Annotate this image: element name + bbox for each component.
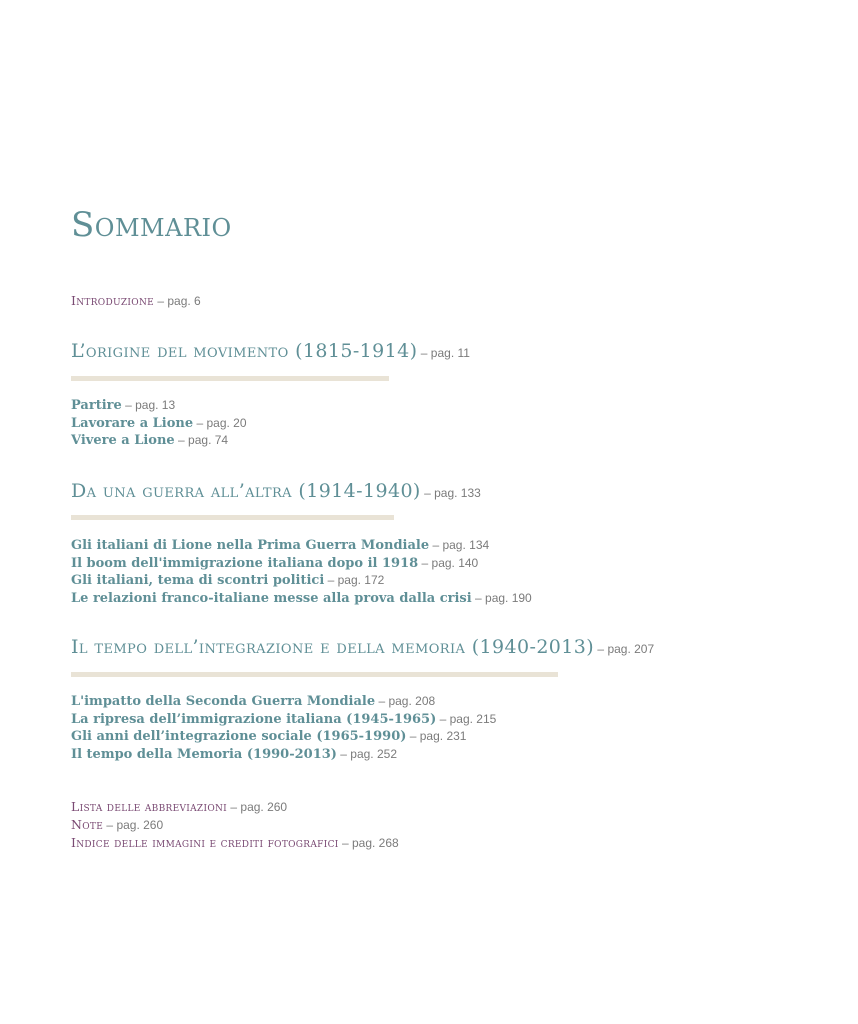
toc-chapter[interactable]: Il tempo della Memoria (1990-2013) – pag. 252	[71, 746, 397, 762]
chapter-title: Vivere a Lione	[71, 433, 175, 448]
chapter-page: pag. 172	[337, 573, 385, 587]
chapter-title: Il boom dell'immigrazione italiana dopo il 1918	[71, 555, 419, 571]
chapter-page: pag. 252	[350, 746, 397, 761]
toc-chapter[interactable]: Gli anni dell’integrazione sociale (1965-1990) – pag. 231	[71, 729, 467, 744]
toc-chapter[interactable]: Partire – pag. 13	[71, 398, 176, 413]
entry-label: Lista delle abbreviazioni	[71, 799, 228, 814]
page-title: Sommario	[71, 205, 232, 245]
part-page: pag. 207	[607, 642, 655, 656]
chapter-title: Le relazioni franco-italiane messe alla prova dalla crisi	[71, 590, 472, 606]
toc-entry-introduction[interactable]: Introduzione – pag. 6	[71, 293, 201, 308]
entry-label: Introduzione	[71, 293, 155, 308]
toc-entry-abbreviations[interactable]: Lista delle abbreviazioni – pag. 260	[71, 799, 288, 814]
chapter-page: pag. 215	[449, 711, 497, 726]
toc-chapter[interactable]: Le relazioni franco-italiane messe alla prova dalla crisi – pag. 190	[71, 590, 532, 606]
toc-part-1[interactable]: L’origine del movimento (1815-1914) – pag. 11	[71, 340, 470, 362]
toc-part-2[interactable]: Da una guerra all’altra (1914-1940) – pag. 133	[71, 480, 481, 502]
toc-chapter[interactable]: Vivere a Lione – pag. 74	[71, 433, 229, 448]
toc-chapter[interactable]: Gli italiani, tema di scontri politici – pag. 172	[71, 573, 385, 588]
toc-chapter[interactable]: La ripresa dell’immigrazione italiana (1945-1965) – pag. 215	[71, 711, 497, 727]
part-title: Il tempo dell’integrazione e della memoria (1940-2013)	[71, 636, 595, 658]
toc-chapter[interactable]: Il boom dell'immigrazione italiana dopo il 1918 – pag. 140	[71, 555, 479, 571]
chapter-page: pag. 140	[431, 555, 479, 570]
toc-chapter[interactable]: L'impatto della Seconda Guerra Mondiale – pag. 208	[71, 694, 436, 709]
toc-entry-image-index[interactable]: Indice delle immagini e crediti fotografici – pag. 268	[71, 835, 399, 850]
toc-chapter[interactable]: Lavorare a Lione – pag. 20	[71, 415, 247, 431]
chapter-title: Partire	[71, 398, 122, 413]
part-page: pag. 133	[434, 486, 481, 500]
chapter-page: pag. 13	[135, 398, 176, 412]
toc-part-3[interactable]: Il tempo dell’integrazione e della memoria (1940-2013) – pag. 207	[71, 636, 655, 658]
part-divider	[71, 515, 394, 520]
chapter-page: pag. 20	[206, 415, 247, 430]
part-divider	[71, 376, 389, 381]
part-divider	[71, 672, 558, 677]
chapter-title: Lavorare a Lione	[71, 415, 194, 431]
chapter-title: Il tempo della Memoria (1990-2013)	[71, 746, 337, 762]
part-title: L’origine del movimento (1815-1914)	[71, 340, 418, 362]
toc-entry-notes[interactable]: Note – pag. 260	[71, 817, 164, 832]
toc-chapter[interactable]: Gli italiani di Lione nella Prima Guerra Mondiale – pag. 134	[71, 538, 490, 553]
entry-label: Note	[71, 817, 104, 832]
chapter-title: L'impatto della Seconda Guerra Mondiale	[71, 694, 376, 709]
chapter-page: pag. 231	[419, 729, 467, 743]
part-title: Da una guerra all’altra (1914-1940)	[71, 480, 421, 502]
chapter-title: La ripresa dell’immigrazione italiana (1945-1965)	[71, 711, 437, 727]
chapter-title: Gli italiani, tema di scontri politici	[71, 573, 325, 588]
entry-label: Indice delle immagini e crediti fotografici	[71, 835, 339, 850]
entry-page: pag. 260	[240, 800, 288, 814]
entry-page: pag. 6	[167, 294, 201, 308]
chapter-page: pag. 134	[442, 538, 490, 552]
chapter-title: Gli italiani di Lione nella Prima Guerra Mondiale	[71, 538, 430, 553]
part-page: pag. 11	[430, 346, 470, 360]
entry-page: pag. 268	[351, 836, 399, 850]
chapter-page: pag. 74	[188, 433, 229, 447]
entry-page: pag. 260	[116, 818, 164, 832]
chapter-page: pag. 208	[388, 694, 436, 708]
chapter-page: pag. 190	[485, 590, 532, 605]
chapter-title: Gli anni dell’integrazione sociale (1965-1990)	[71, 729, 407, 744]
